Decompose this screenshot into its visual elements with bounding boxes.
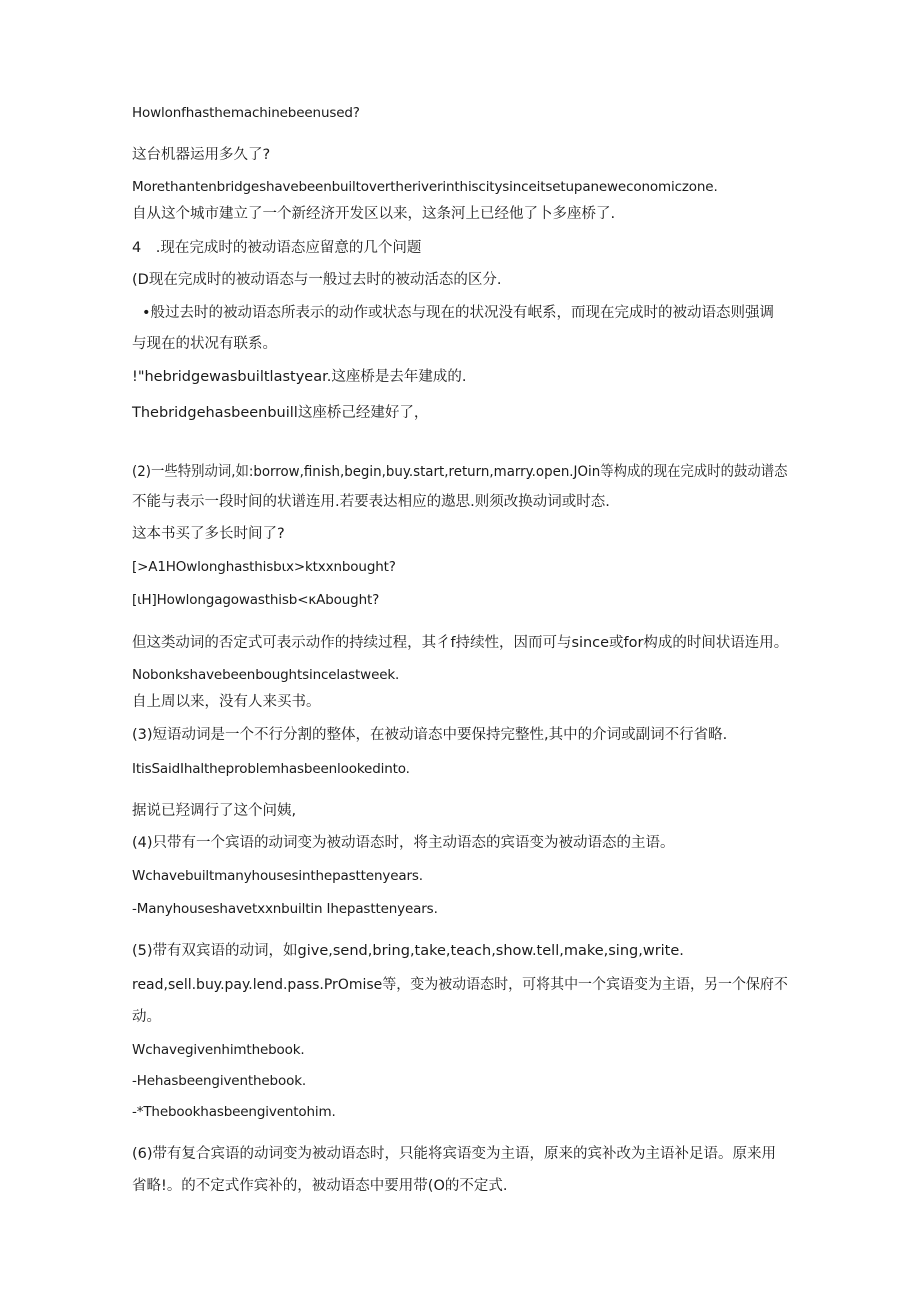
translation-line: 据说已羟调行了这个问姨, bbox=[132, 803, 297, 819]
subsection-heading: (D现在完成时的被动语态与一般过去时的被动活态的区分. bbox=[132, 272, 502, 288]
example-sentence: Howlonfhasthemachinebeenused? bbox=[132, 105, 360, 121]
translation-line: 自从这个城市建立了一个新经济开发区以来，这条河上已经他了卜多座桥了. bbox=[132, 206, 616, 222]
translation-line: 这本书买了多长时间了? bbox=[132, 526, 285, 542]
body-paragraph: 不能与表示一段时间的状谱连用.若要表达相应的遨思.则须改换动词或时态. bbox=[132, 494, 610, 510]
subsection-heading: (4)只带有一个宾语的动词变为被动语态时，将主动语态的宾语变为被动语态的主语。 bbox=[132, 835, 675, 851]
subsection-heading: (6)带有复合宾语的动词变为被动语态时，只能将宾语变为主语，原来的宾补改为主语补足语。原来用 bbox=[132, 1146, 777, 1162]
body-paragraph: read,sell.buy.pay.lend.pass.PrOmise等，变为被动语态时，可将其中一个宾语变为主语，另一个保府不 bbox=[132, 977, 788, 993]
example-sentence: ItisSaidIhaltheproblemhasbeenlookedinto. bbox=[132, 761, 410, 777]
body-paragraph: 省略!。的不定式作宾补的，被动语态中要用带(O的不定式. bbox=[132, 1178, 508, 1194]
example-sentence: Nobonkshavebeenboughtsincelastweek. bbox=[132, 667, 400, 683]
body-paragraph: 动。 bbox=[132, 1009, 161, 1025]
example-sentence: Wchavebuiltmanyhousesinthepasttenyears. bbox=[132, 868, 423, 884]
example-sentence: Wchavegivenhimthebook. bbox=[132, 1042, 305, 1058]
subsection-heading: (3)短语动词是一个不行分割的整体，在被动谙态中要保持完整性,其中的介词或副词不行省略. bbox=[132, 727, 728, 743]
subsection-heading: (2)一些特别动词,如:borrow,finish,begin,buy.start,return,marry.open.JOin等构成的现在完成时的鼓动谱态 bbox=[132, 464, 788, 480]
section-heading: 4 .现在完成时的被动语态应留意的几个问题 bbox=[132, 240, 422, 256]
body-paragraph: •般过去时的被动语态所表示的动作或状态与现在的状况没有岷系，而现在完成时的被动语态则强调 bbox=[142, 305, 775, 321]
body-paragraph: 与现在的状况有联系。 bbox=[132, 336, 277, 352]
body-paragraph: 但这类动词的否定式可表示动作的持续过程，其彳f持续性，因而可与since或for构成的时间状语连用。 bbox=[132, 635, 789, 651]
example-sentence: -Hehasbeengiventhebook. bbox=[132, 1073, 307, 1089]
example-sentence: Thebridgehasbeenbuill这座桥己经建好了， bbox=[132, 405, 429, 421]
example-sentence: !"hebridgewasbuiltlastyear.这座桥是去年建成的. bbox=[132, 369, 467, 385]
subsection-heading: (5)带有双宾语的动词，如give,send,bring,take,teach,show.tell,make,sing,write. bbox=[132, 943, 684, 959]
example-sentence: [ιH]Howlongagowasthisb<κAbought? bbox=[132, 592, 380, 608]
translation-line: 自上周以来，没有人来买书。 bbox=[132, 694, 321, 710]
example-sentence: -Manyhouseshavetxxnbuiltin Ihepasttenyears. bbox=[132, 901, 438, 917]
example-sentence: Morethantenbridgeshavebeenbuiltovertheriverinthiscitysinceitsetupaneweconomiczone. bbox=[132, 179, 718, 195]
example-sentence: -*Thebookhasbeengiventohim. bbox=[132, 1104, 336, 1120]
translation-line: 这台机器运用多久了? bbox=[132, 147, 271, 163]
example-sentence: [>A1HOwlonghasthisbιx>ktxxnbought? bbox=[132, 559, 396, 575]
